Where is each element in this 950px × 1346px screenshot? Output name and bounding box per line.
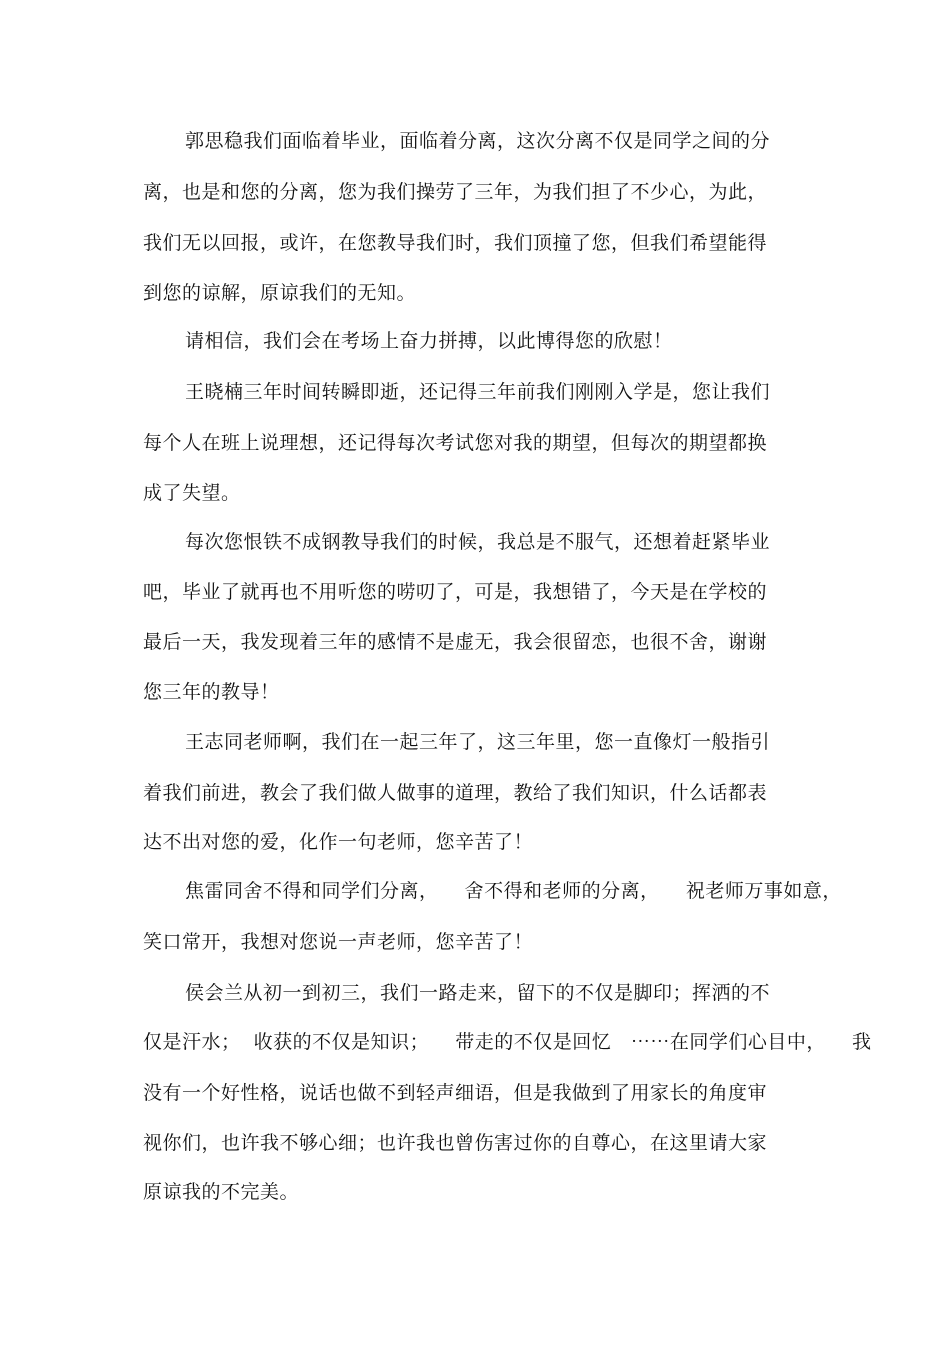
text-line: 每个人在班上说理想，还记得每次考试您对我的期望，但每次的期望都换	[143, 432, 768, 454]
text-line: 侯会兰从初一到初三，我们一路走来，留下的不仅是脚印；挥洒的不	[185, 982, 771, 1004]
text-line: 笑口常开，我想对您说一声老师，您辛苦了！	[143, 931, 534, 953]
text-line: 着我们前进，教会了我们做人做事的道理，教给了我们知识，什么话都表	[143, 782, 768, 804]
text-line: 离，也是和您的分离，您为我们操劳了三年，为我们担了不少心，为此，	[143, 181, 768, 203]
text-line: 到您的谅解，原谅我们的无知。	[143, 282, 417, 304]
text-line: 每次您恨铁不成钢教导我们的时候，我总是不服气，还想着赶紧毕业	[185, 531, 771, 553]
text-line: 请相信，我们会在考场上奋力拼搏，以此博得您的欣慰！	[185, 330, 673, 352]
text-line: 没有一个好性格，说话也做不到轻声细语，但是我做到了用家长的角度审	[143, 1082, 768, 1104]
text-line: 郭思稳我们面临着毕业，面临着分离，这次分离不仅是同学之间的分	[185, 130, 771, 152]
text-line: 仅是汗水； 收获的不仅是知识； 带走的不仅是回忆 ⋯⋯在同学们心目中， 我	[143, 1031, 872, 1053]
text-line: 我们无以回报，或许，在您教导我们时，我们顶撞了您，但我们希望能得	[143, 232, 768, 254]
text-line: 达不出对您的爱，化作一句老师，您辛苦了！	[143, 831, 534, 853]
text-line: 视你们，也许我不够心细；也许我也曾伤害过你的自尊心，在这里请大家	[143, 1132, 768, 1154]
text-line: 最后一天，我发现着三年的感情不是虚无，我会很留恋，也很不舍，谢谢	[143, 631, 768, 653]
text-line: 成了失望。	[143, 482, 241, 504]
text-line: 焦雷同舍不得和同学们分离， 舍不得和老师的分离， 祝老师万事如意，	[185, 880, 842, 902]
text-line: 王志同老师啊，我们在一起三年了，这三年里，您一直像灯一般指引	[185, 731, 771, 753]
text-line: 您三年的教导！	[143, 681, 280, 703]
text-line: 原谅我的不完美。	[143, 1181, 300, 1203]
text-line: 吧，毕业了就再也不用听您的唠叨了，可是，我想错了，今天是在学校的	[143, 581, 768, 603]
text-line: 王晓楠三年时间转瞬即逝，还记得三年前我们刚刚入学是，您让我们	[185, 381, 771, 403]
